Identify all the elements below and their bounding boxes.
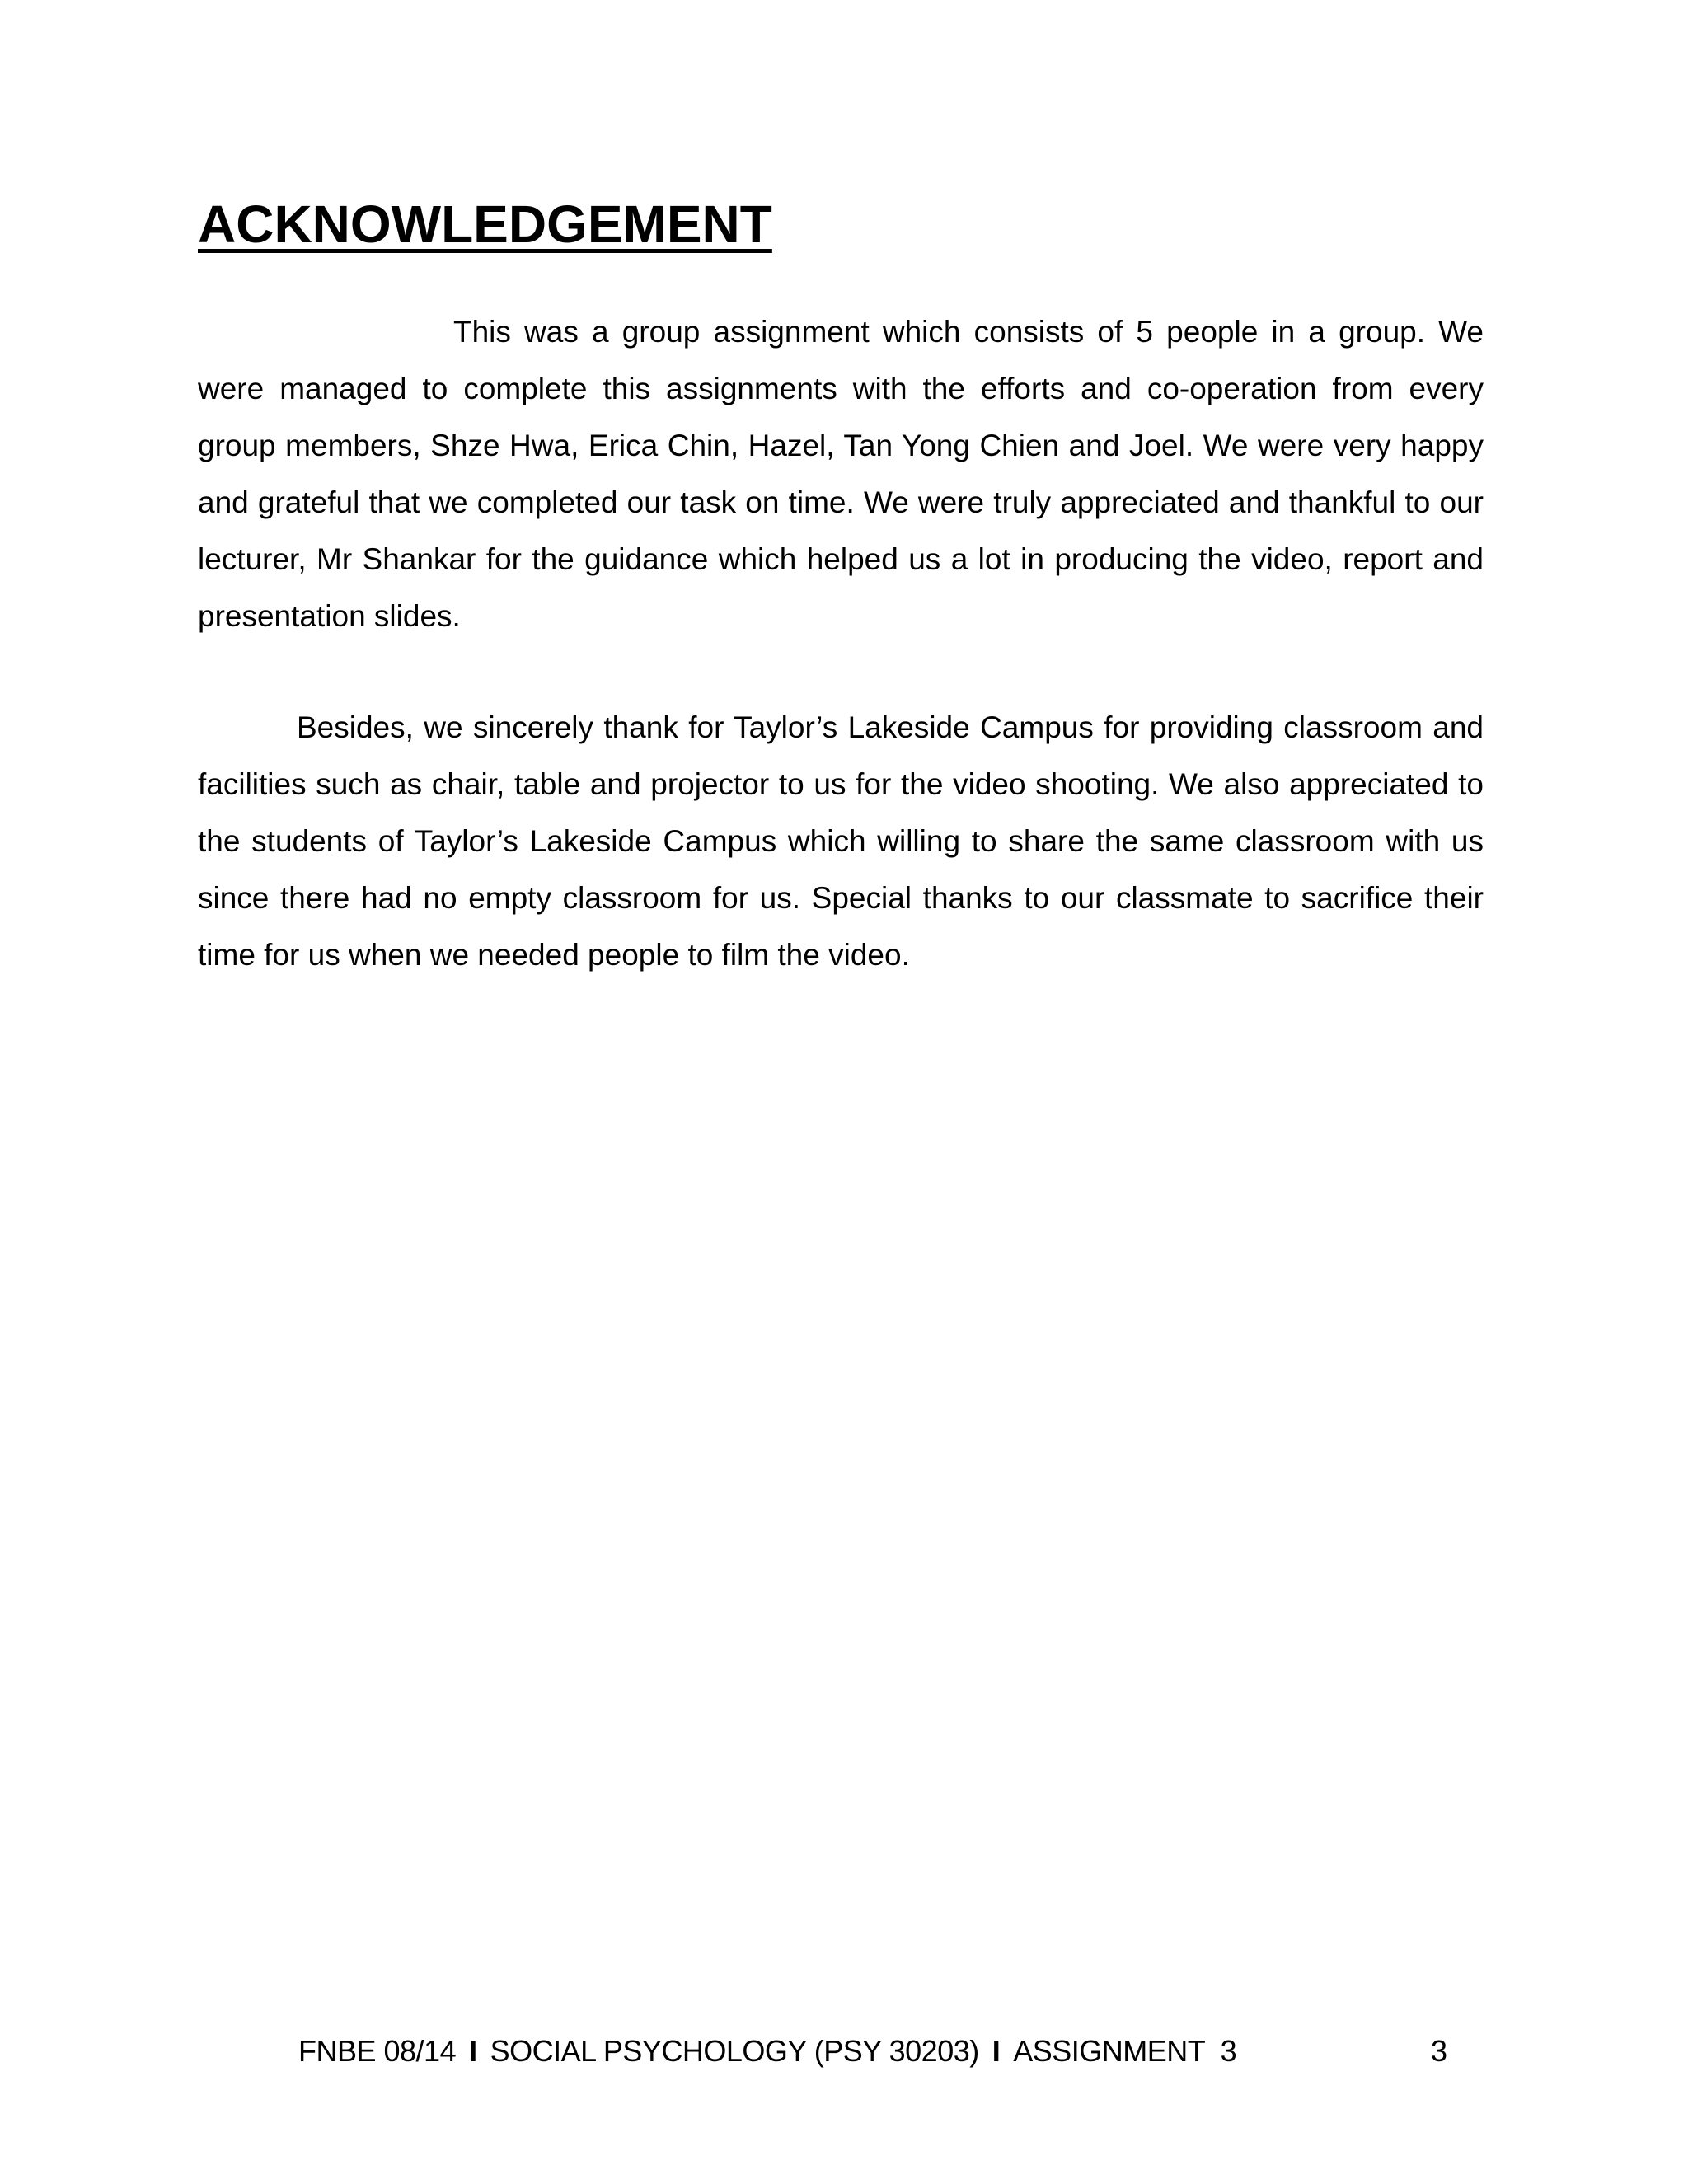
footer-subject: SOCIAL PSYCHOLOGY (PSY 30203) [490, 2034, 979, 2068]
footer-assignment: ASSIGNMENT 3 [1013, 2034, 1237, 2068]
paragraph-group-effort: This was a group assignment which consists of 5 people in a group. We were managed to complete this assignments with the efforts and co-operation from every group members, Shze Hwa, Erica Chin, Hazel, Tan Yong Chien and Joel. We were very happy and grateful that we completed our task on time. We were truly appreciated and thankful to our lecturer, Mr Shankar for the guidance which helped us a lot in producing the video, report and presentation slides. [198, 315, 1484, 633]
page-footer [0, 2031, 1688, 2072]
page-title: ACKNOWLEDGEMENT [198, 194, 772, 254]
footer-course-code: FNBE 08/14 [298, 2034, 457, 2068]
paragraph-campus-thanks: Besides, we sincerely thank for Taylor’s Lakeside Campus for providing classroom and facilities such as chair, table and projector to us for the video shooting. We also appreciated to the students of Taylor’s Lakeside Campus which willing to share the same classroom with us since there had no empty classroom for us. Special thanks to our classmate to sacrifice their time for us when we needed people to film the video. [198, 710, 1484, 972]
page-number: 3 [1431, 2034, 1448, 2068]
footer-course-info [298, 2031, 1236, 2072]
footer-separator: I [992, 2034, 1001, 2068]
footer-separator: I [469, 2034, 477, 2068]
